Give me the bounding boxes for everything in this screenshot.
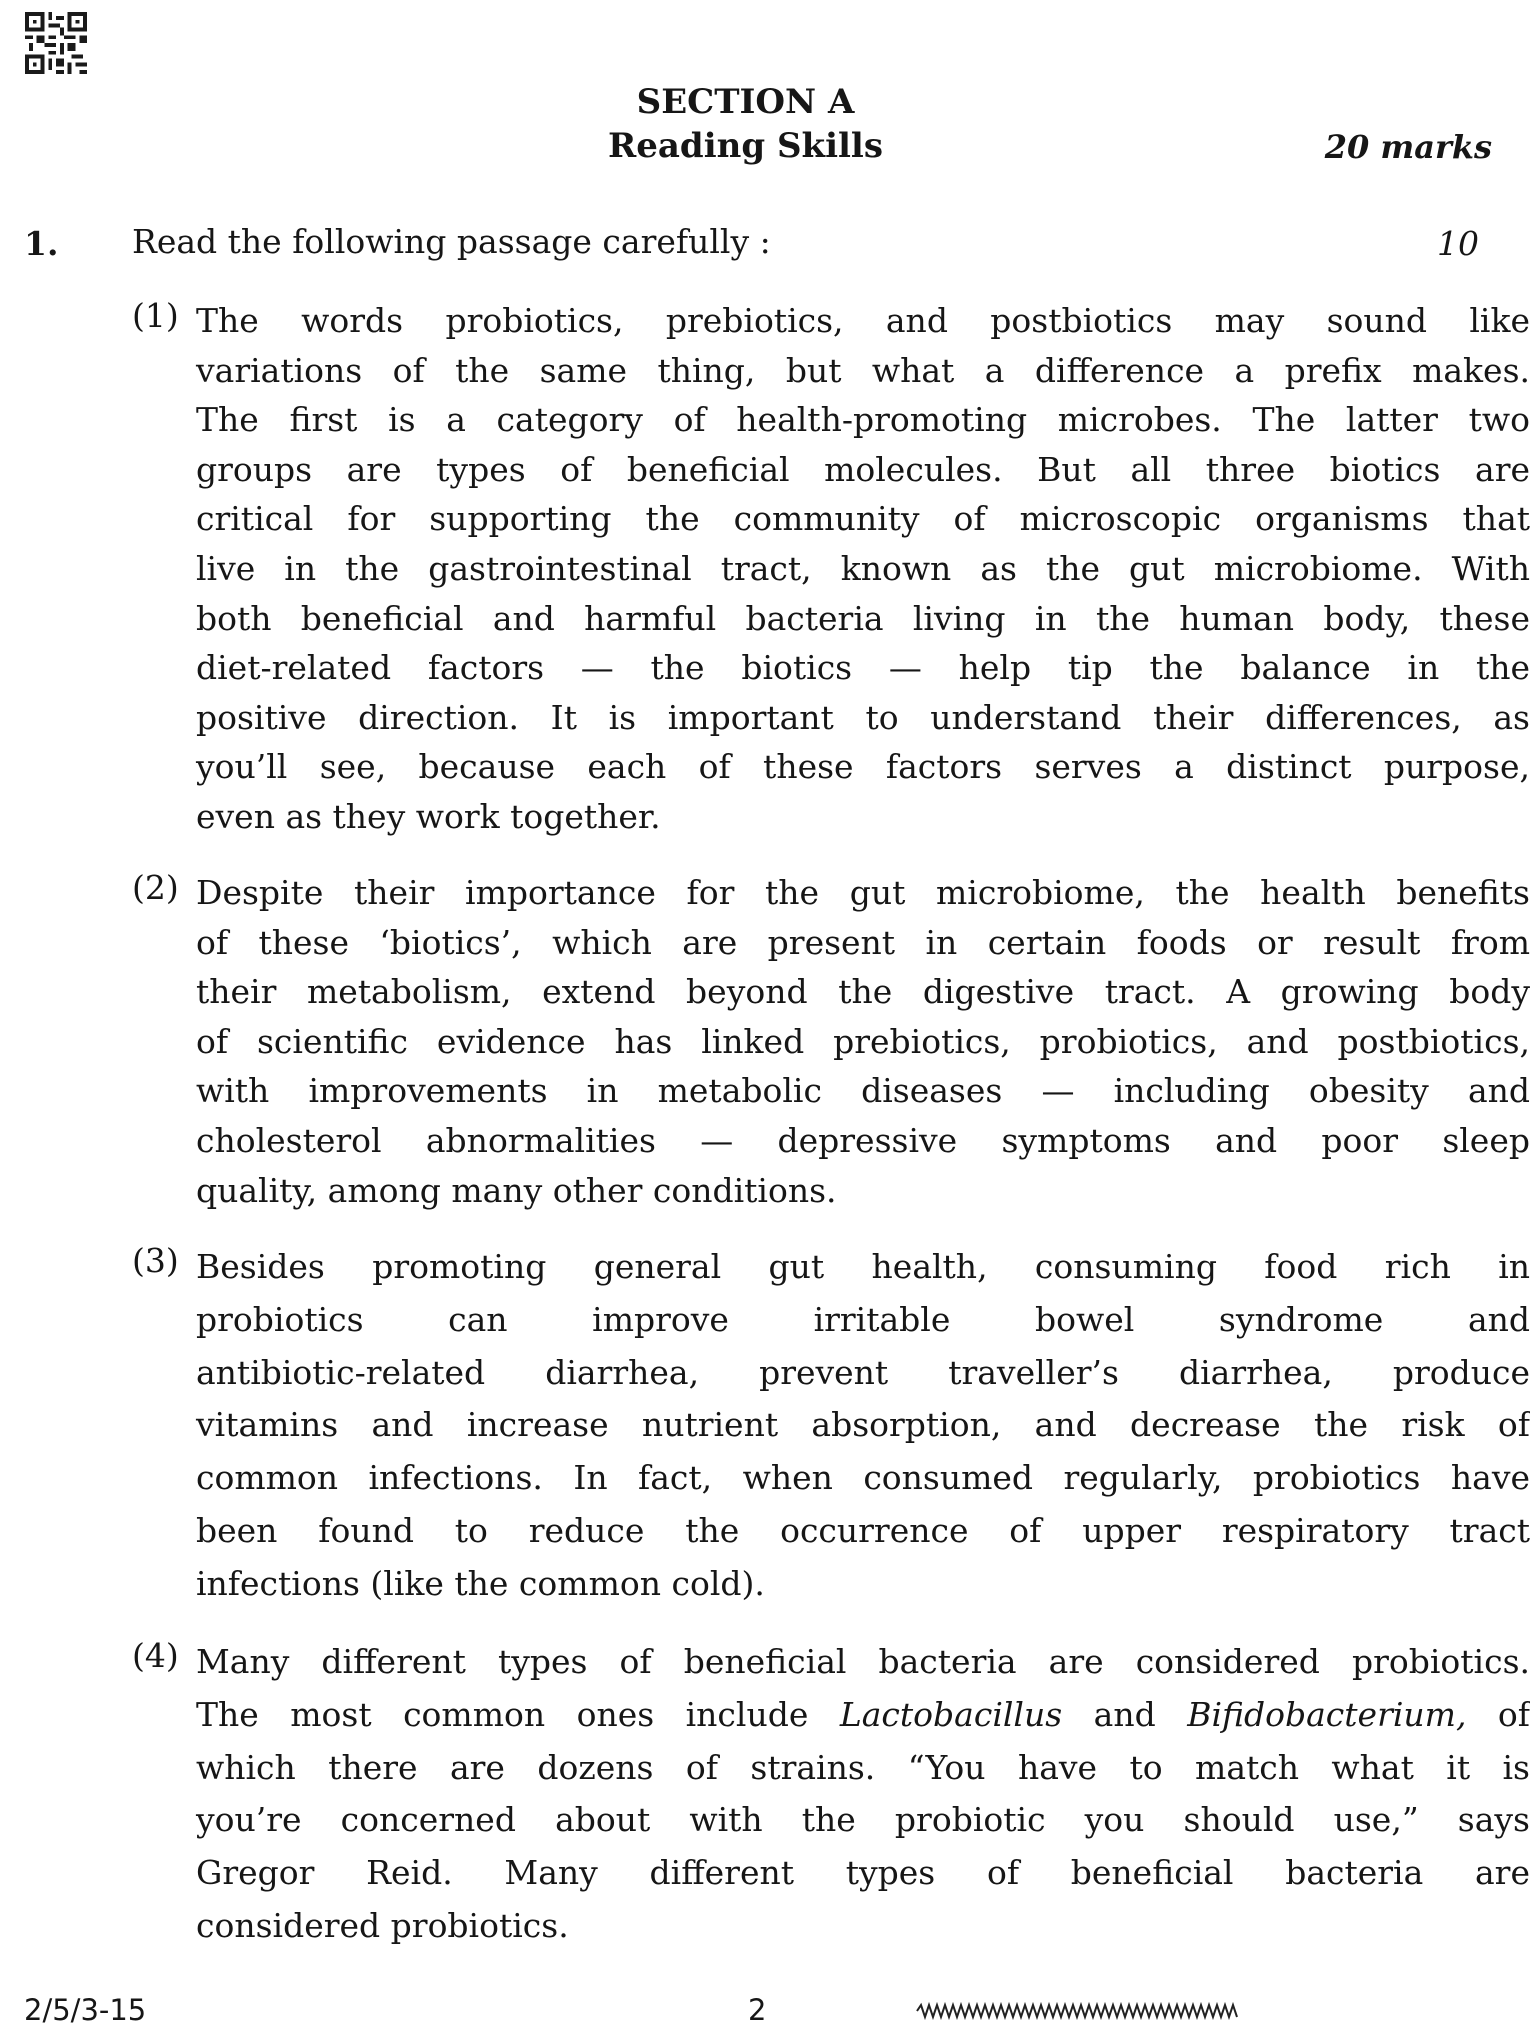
- section-subtitle: Reading Skills: [608, 126, 883, 166]
- paragraph-number: (3): [132, 1241, 179, 1280]
- passage-line: Besides promoting general gut health, consuming food rich in: [196, 1247, 1530, 1286]
- passage-line: The first is a category of health-promoting microbes. The latter two: [196, 400, 1530, 440]
- passage-line: infections (like the common cold).: [196, 1563, 765, 1603]
- passage-line: [196, 1689, 1530, 1742]
- passage-line: Gregor Reid. Many different types of beneficial bacteria are: [196, 1853, 1530, 1893]
- passage-text: The most common ones include: [196, 1694, 809, 1734]
- paragraph-body: [196, 868, 1530, 1215]
- passage-line: variations of the same thing, but what a difference a prefix makes.: [196, 350, 1530, 390]
- passage-line: positive direction. It is important to understand their differences, as: [196, 697, 1530, 737]
- paper-code: 2/5/3-15: [24, 1993, 147, 2027]
- paragraph-number: (2): [132, 868, 179, 907]
- section-title: SECTION A: [636, 82, 855, 122]
- paragraph-number: (1): [132, 296, 179, 335]
- passage-line: groups are types of beneficial molecules. But all three biotics are: [196, 449, 1530, 489]
- qr-code: [24, 12, 88, 74]
- passage-line: Despite their importance for the gut microbiome, the health benefits: [196, 873, 1530, 912]
- passage-line: cholesterol abnormalities — depressive symptoms and poor sleep: [196, 1120, 1530, 1160]
- passage-line: even as they work together.: [196, 796, 661, 836]
- passage-line: antibiotic-related diarrhea, prevent traveller’s diarrhea, produce: [196, 1352, 1530, 1392]
- passage-line: with improvements in metabolic diseases — including obesity and: [196, 1071, 1530, 1111]
- species-name: Bifidobacterium,: [1187, 1694, 1467, 1734]
- question-marks: 10: [1437, 224, 1479, 263]
- passage-line: live in the gastrointestinal tract, known as the gut microbiome. With: [196, 548, 1530, 588]
- passage-line: their metabolism, extend beyond the digestive tract. A growing body: [196, 972, 1530, 1012]
- question-number: 1.: [24, 224, 59, 263]
- paragraph-body: [196, 296, 1530, 842]
- passage-line: you’re concerned about with the probiotic you should use,” says: [196, 1800, 1530, 1840]
- passage-line: of these ‘biotics’, which are present in certain foods or result from: [196, 922, 1530, 962]
- passage-line: vitamins and increase nutrient absorption, and decrease the risk of: [196, 1405, 1530, 1445]
- squiggle-divider: [915, 2003, 1240, 2019]
- passage-text: and: [1093, 1694, 1156, 1734]
- passage-line: Many different types of beneficial bacteria are considered probiotics.: [196, 1642, 1530, 1681]
- passage-line: which there are dozens of strains. “You have to match what it is: [196, 1747, 1530, 1787]
- paragraph-number: (4): [132, 1636, 179, 1675]
- paragraph-body: [196, 1241, 1530, 1611]
- passage-line: critical for supporting the community of microscopic organisms that: [196, 499, 1530, 539]
- passage-line: both beneficial and harmful bacteria living in the human body, these: [196, 598, 1530, 638]
- question-instruction: Read the following passage carefully :: [132, 222, 771, 261]
- species-name: Lactobacillus: [839, 1694, 1063, 1734]
- passage-line: The words probiotics, prebiotics, and postbiotics may sound like: [196, 301, 1530, 340]
- passage-line: common infections. In fact, when consumed regularly, probiotics have: [196, 1458, 1530, 1498]
- section-heading: [0, 80, 1505, 168]
- passage-line: considered probiotics.: [196, 1905, 569, 1945]
- passage-line: diet-related factors — the biotics — help tip the balance in the: [196, 648, 1530, 688]
- passage-line: quality, among many other conditions.: [196, 1170, 837, 1210]
- section-marks: 20 marks: [1324, 128, 1492, 166]
- passage-line: been found to reduce the occurrence of upper respiratory tract: [196, 1510, 1530, 1550]
- paragraph-body: [196, 1636, 1530, 1953]
- passage-text: of: [1497, 1694, 1530, 1734]
- page-number: 2: [748, 1993, 767, 2027]
- passage-line: of scientific evidence has linked prebiotics, probiotics, and postbiotics,: [196, 1021, 1530, 1061]
- passage-line: probiotics can improve irritable bowel syndrome and: [196, 1299, 1530, 1339]
- passage-line: you’ll see, because each of these factors serves a distinct purpose,: [196, 747, 1530, 787]
